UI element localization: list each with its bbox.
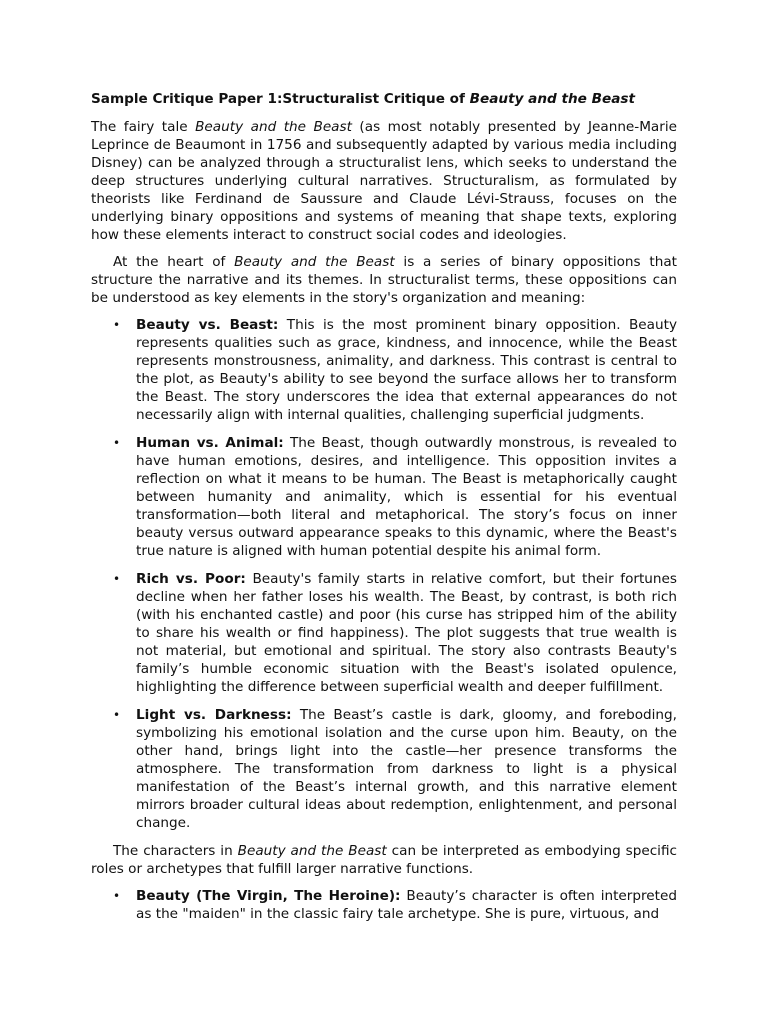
bullet-icon: • — [113, 708, 121, 722]
title-prefix: Sample Critique Paper 1:Structuralist Critique of — [91, 91, 470, 107]
item-text: The Beast’s castle is dark, gloomy, and foreboding, symbolizing his emotional isolation and the curse upon him. Beauty, on the other hand, brings light into the castle—her presence transforms the atmosphere. The transformation from darkness to light is a physical manifestation of the Beast’s internal growth, and this narrative element mirrors broader cultural ideas about redemption, enlightenment, and personal change. — [136, 707, 677, 831]
item-text: Beauty's family starts in relative comfort, but their fortunes decline when her father loses his wealth. The Beast, by contrast, is both rich (with his enchanted castle) and poor (his curse has stripped him of the ability to share his wealth or find happiness). The plot suggests that true wealth is not material, but emotional and spiritual. The story also contrasts Beauty's family’s humble economic situation with the Beast's isolated opulence, highlighting the difference between superficial wealth and deeper fulfillment. — [136, 571, 677, 695]
heart-work: Beauty and the Beast — [234, 254, 395, 270]
list-item — [91, 570, 677, 696]
characters-before: The characters in — [113, 843, 238, 859]
intro-before: The fairy tale — [91, 119, 196, 135]
bullet-icon: • — [113, 318, 121, 332]
document-page — [91, 90, 677, 933]
heart-after: is a series of binary oppositions that structure the narrative and its themes. In structuralist terms, these oppositions can be understood as key elements in the story's organization and meaning: — [91, 254, 677, 306]
item-term: Light vs. Darkness: — [136, 707, 292, 723]
oppositions-list — [91, 316, 677, 832]
bullet-icon: • — [113, 889, 121, 903]
item-text: Beauty’s character is often interpreted as the "maiden" in the classic fairy tale archetype. She is pure, virtuous, and — [136, 888, 677, 922]
characters-after: can be interpreted as embodying specific roles or archetypes that fulfill larger narrative functions. — [91, 843, 677, 877]
characters-paragraph — [91, 842, 677, 878]
item-text: This is the most prominent binary opposition. Beauty represents qualities such as grace, kindness, and innocence, while the Beast represents monstrousness, animality, and darkness. This contrast is central to the plot, as Beauty's ability to see beyond the surface allows her to transform the Beast. The story underscores the idea that external appearances do not necessarily align with internal qualities, challenging superficial judgments. — [136, 317, 677, 423]
item-term: Beauty (The Virgin, The Heroine): — [136, 888, 401, 904]
title-work: Beauty and the Beast — [469, 91, 635, 107]
bullet-icon: • — [113, 572, 121, 586]
list-item — [91, 887, 677, 923]
bullet-icon: • — [113, 436, 121, 450]
item-text: The Beast, though outwardly monstrous, is revealed to have human emotions, desires, and intelligence. This opposition invites a reflection on what it means to be human. The Beast is metaphorically caught between humanity and animality, which is essential for his eventual transformation—both literal and metaphorical. The story’s focus on inner beauty versus outward appearance speaks to this dynamic, where the Beast's true nature is aligned with human potential despite his animal form. — [136, 435, 677, 559]
intro-paragraph — [91, 118, 677, 244]
item-term: Beauty vs. Beast: — [136, 317, 279, 333]
list-item — [91, 706, 677, 832]
list-item — [91, 434, 677, 560]
intro-work: Beauty and the Beast — [195, 119, 352, 135]
heart-paragraph — [91, 253, 677, 307]
intro-after: (as most notably presented by Jeanne-Marie Leprince de Beaumont in 1756 and subsequently adapted by various media including Disney) can be analyzed through a structuralist lens, which seeks to understand the deep structures underlying cultural narratives. Structuralism, as formulated by theorists like Ferdinand de Saussure and Claude Lévi-Strauss, focuses on the underlying binary oppositions and systems of meaning that shape texts, exploring how these elements interact to construct social codes and ideologies. — [91, 119, 677, 243]
archetypes-list — [91, 887, 677, 923]
list-item — [91, 316, 677, 424]
item-term: Rich vs. Poor: — [136, 571, 246, 587]
characters-work: Beauty and the Beast — [237, 843, 387, 859]
document-title — [91, 90, 677, 108]
heart-before: At the heart of — [113, 254, 235, 270]
item-term: Human vs. Animal: — [136, 435, 284, 451]
